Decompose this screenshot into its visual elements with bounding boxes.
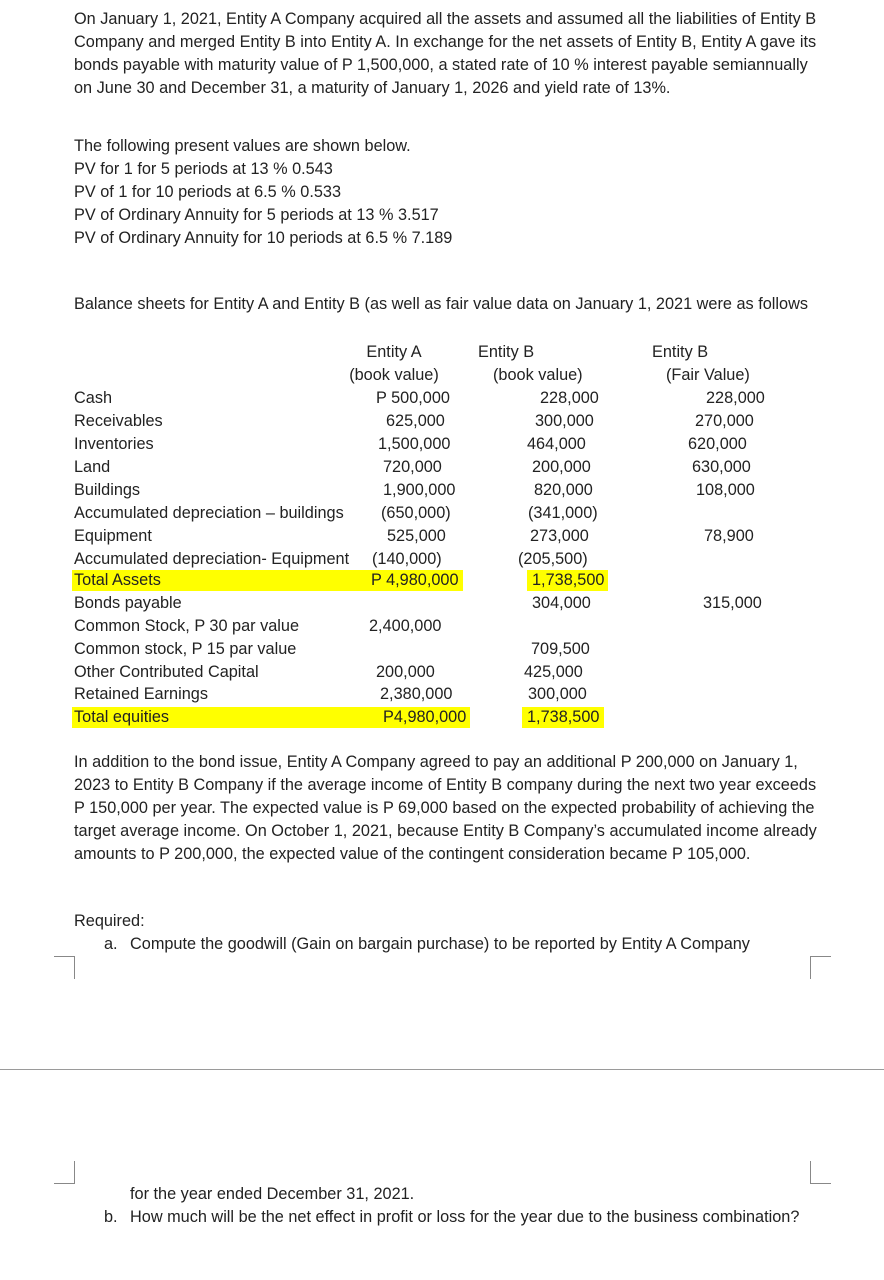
row-label: Bonds payable [74, 594, 182, 612]
entity-b-fair-value: 315,000 [703, 594, 762, 612]
required-item-b [104, 1206, 804, 1229]
row-label: Common stock, P 15 par value [74, 640, 297, 658]
entity-a-value: 1,900,000 [383, 481, 456, 499]
row-label: Accumulated depreciation- Equipment [74, 550, 350, 568]
item-letter: a. [104, 935, 118, 953]
header-entity-a: Entity A (book value) [349, 343, 439, 384]
entity-a-value: P4,980,000 [383, 708, 467, 726]
entity-b-book-value: (205,500) [518, 550, 588, 568]
crop-mark-top-right [810, 956, 831, 979]
entity-a-value: P 500,000 [376, 389, 450, 407]
item-text: How much will be the net effect in profit or loss for the year due to the business combination? [130, 1208, 800, 1226]
required-item-a-continued [104, 1183, 414, 1206]
row-label: Common Stock, P 30 par value [74, 617, 300, 635]
row-label: Other Contributed Capital [74, 663, 259, 681]
header-entity-b-book-sub: (book value) [493, 366, 583, 384]
row-label: Land [74, 458, 111, 476]
entity-b-book-value: 1,738,500 [527, 708, 600, 726]
entity-a-value: 525,000 [387, 527, 446, 545]
item-letter: b. [104, 1208, 118, 1226]
header-entity-b-fair-sub: (Fair Value) [666, 366, 750, 384]
pv-line: PV of Ordinary Annuity for 5 periods at 13 % 3.517 [74, 206, 439, 224]
entity-b-fair-value: 270,000 [695, 412, 754, 430]
entity-a-value: 625,000 [386, 412, 445, 430]
entity-b-book-value: 200,000 [532, 458, 591, 476]
row-label: Total Assets [74, 571, 161, 589]
entity-b-fair-value: 228,000 [706, 389, 765, 407]
row-label: Equipment [74, 527, 152, 545]
row-label: Inventories [74, 435, 154, 453]
entity-b-book-value: 300,000 [535, 412, 594, 430]
entity-b-book-value: 464,000 [527, 435, 586, 453]
entity-b-book-value: 709,500 [531, 640, 590, 658]
contingent-consideration-paragraph: In addition to the bond issue, Entity A Company agreed to pay an additional P 200,000 on January 1, 2023 to Entity B Company if the average income of Entity B company during the next two year exceeds P 150,000 per year. The expected value is P 69,000 based on the expected probability of achieving the target average income. On October 1, 2021, because Entity B Company’s accumulated income already amounts to P 200,000, the expected value of the contingent consideration became P 105,000. [74, 753, 817, 863]
entity-a-value: 200,000 [376, 663, 435, 681]
entity-b-book-value: 820,000 [534, 481, 593, 499]
entity-a-value: 1,500,000 [378, 435, 451, 453]
row-label: Accumulated depreciation – buildings [74, 504, 344, 522]
pv-line: PV of Ordinary Annuity for 10 periods at 6.5 % 7.189 [74, 229, 453, 247]
row-label: Cash [74, 389, 113, 407]
item-text: Compute the goodwill (Gain on bargain purchase) to be reported by Entity A Company [130, 935, 750, 953]
entity-b-book-value: 304,000 [532, 594, 591, 612]
crop-mark-top-left [54, 956, 75, 979]
entity-b-book-value: 425,000 [524, 663, 583, 681]
entity-b-fair-value: 620,000 [688, 435, 747, 453]
item-text-continued: for the year ended December 31, 2021. [130, 1185, 415, 1203]
entity-b-fair-value: 630,000 [692, 458, 751, 476]
present-values-block [74, 135, 452, 250]
entity-b-book-value: 228,000 [540, 389, 599, 407]
pv-line: PV of 1 for 10 periods at 6.5 % 0.533 [74, 183, 342, 201]
required-item-a [104, 933, 824, 956]
entity-b-book-value: 273,000 [530, 527, 589, 545]
entity-b-book-value: 300,000 [528, 685, 587, 703]
entity-a-value: (650,000) [381, 504, 451, 522]
intro-paragraph: On January 1, 2021, Entity A Company acquired all the assets and assumed all the liabilities of Entity B Company and merged Entity B into Entity A. In exchange for the net assets of Entity B, Entity A gave its bonds payable with maturity value of P 1,500,000, a stated rate of 10 % interest payable semiannually on June 30 and December 31, a maturity of January 1, 2026 and yield rate of 13%. [74, 10, 817, 97]
page-break-divider [0, 1069, 884, 1070]
required-heading: Required: [74, 912, 145, 930]
entity-b-fair-value: 108,000 [696, 481, 755, 499]
entity-a-value: 720,000 [383, 458, 442, 476]
pv-heading: The following present values are shown below. [74, 137, 411, 155]
row-label: Receivables [74, 412, 163, 430]
entity-b-book-value: 1,738,500 [532, 571, 605, 589]
crop-mark-bottom-right [810, 1161, 831, 1184]
entity-a-value: 2,380,000 [380, 685, 453, 703]
entity-a-value: 2,400,000 [369, 617, 442, 635]
row-label: Total equities [74, 708, 170, 726]
row-label: Retained Earnings [74, 685, 208, 703]
header-entity-b-fair: Entity B [652, 343, 709, 361]
entity-b-fair-value: 78,900 [704, 527, 754, 545]
header-entity-b-book: Entity B [478, 343, 535, 361]
entity-b-book-value: (341,000) [528, 504, 598, 522]
row-label: Buildings [74, 481, 141, 499]
pv-line: PV for 1 for 5 periods at 13 % 0.543 [74, 160, 333, 178]
entity-a-value: P 4,980,000 [371, 571, 459, 589]
balance-sheet-intro: Balance sheets for Entity A and Entity B (as well as fair value data on January 1, 2021 were as follows [74, 295, 808, 313]
entity-a-value: (140,000) [372, 550, 442, 568]
crop-mark-bottom-left [54, 1161, 75, 1184]
